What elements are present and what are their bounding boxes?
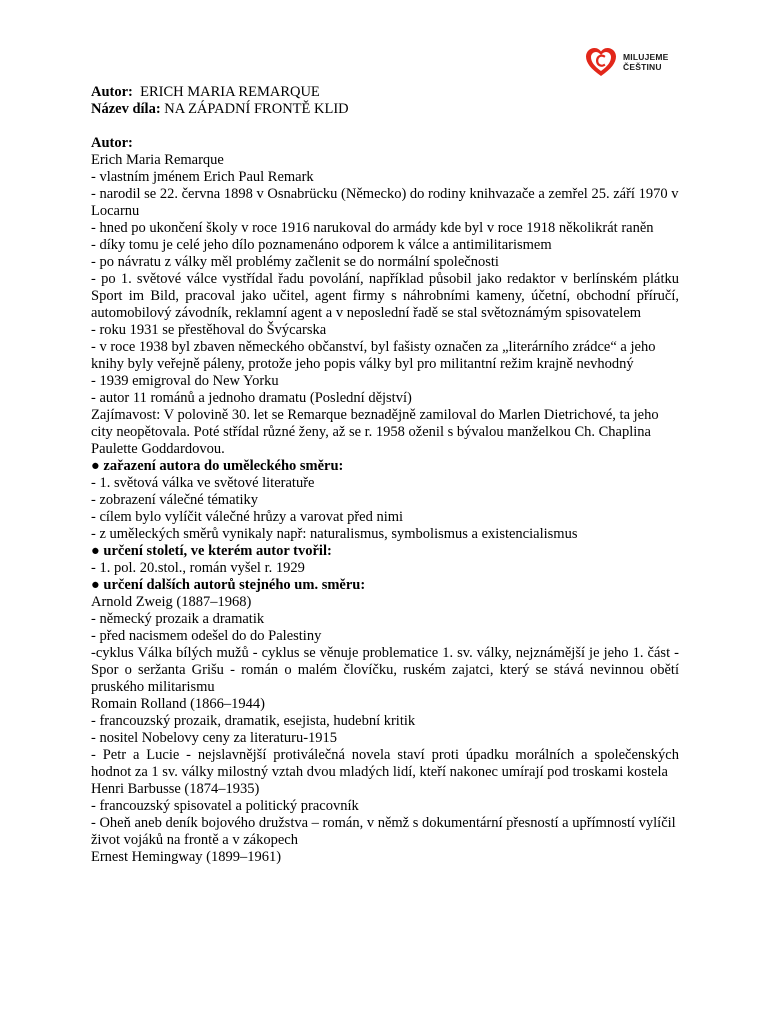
author-fact: - v roce 1938 byl zbaven německého občanství, byl fašisty označen za „literárního zrádce“ a jeho knihy byly veřejně páleny, protože jeho popis války byl pro militantní režim krajně nevhodný bbox=[91, 339, 656, 372]
author-trivia: Zajímavost: V polovině 30. let se Remarque beznadějně zamiloval do Marlen Dietrichové, ta jeho city neopětovala. Poté střídal různé ženy, až se r. 1958 oženil s bývalou manželkou Ch. Chaplina Paulette Goddardovou. bbox=[91, 407, 659, 457]
author-name: Erich Maria Remarque bbox=[91, 152, 224, 168]
author-heading: Autor: bbox=[91, 135, 133, 151]
list-item: - francouzský prozaik, dramatik, esejista, hudební kritik bbox=[91, 713, 416, 729]
list-item: - německý prozaik a dramatik bbox=[91, 611, 265, 627]
list-item: - před nacismem odešel do do Palestiny bbox=[91, 628, 322, 644]
logo-text-line1: MILUJEME bbox=[623, 52, 669, 62]
list-item: - 1. světová válka ve světové literatuře bbox=[91, 475, 315, 491]
author-fact: - díky tomu je celé jeho dílo poznamenáno odporem k válce a antimilitarismem bbox=[91, 237, 552, 253]
related-author-name: Henri Barbusse (1874–1935) bbox=[91, 781, 260, 797]
related-author-name: Arnold Zweig (1887–1968) bbox=[91, 594, 252, 610]
author-fact: - po návratu z války měl problémy začlenit se do normální společnosti bbox=[91, 254, 499, 270]
logo-text-line2: ČEŠTINU bbox=[623, 62, 662, 72]
author-fact: - narodil se 22. června 1898 v Osnabrücku (Německo) do rodiny knihvazače a zemřel 25. září 1970 v Locarnu bbox=[91, 186, 679, 219]
list-item: - 1. pol. 20.stol., román vyšel r. 1929 bbox=[91, 560, 305, 576]
list-item: - nositel Nobelovy ceny za literaturu-1915 bbox=[91, 730, 338, 746]
list-item: -cyklus Válka bílých mužů - cyklus se věnuje problematice 1. sv. války, nejznámější je jeho 1. část - Spor o seržanta Grišu - román o malém človíčku, ruském zajatci, který se stává nevinnou obětí pruského militarismu bbox=[91, 645, 679, 695]
author-fact: - roku 1931 se přestěhoval do Švýcarska bbox=[91, 322, 327, 338]
author-fact: - po 1. světové válce vystřídal řadu povolání, například působil jako redaktor v berlínském plátku Sport im Bild, pracoval jako učitel, agent firmy s náhrobními kameny, účetní, obchodní příručí, automobilový závodník, reklamní agent a v neposlední řadě se stal světoznámým spisovatelem bbox=[91, 271, 679, 321]
author-fact: - hned po ukončení školy v roce 1916 narukoval do armády kde byl v roce 1918 několikrát raněn bbox=[91, 220, 654, 236]
list-item: - Oheň aneb deník bojového družstva – román, v němž s dokumentární přesností a upřímností vylíčil život vojáků na frontě a v zákopech bbox=[91, 815, 676, 848]
title-value: NA ZÁPADNÍ FRONTĚ KLID bbox=[164, 101, 349, 117]
list-item: - z uměleckých směrů vynikaly např: naturalismus, symbolismus a existencialismus bbox=[91, 526, 578, 542]
logo bbox=[583, 44, 669, 80]
author-fact: - vlastním jménem Erich Paul Remark bbox=[91, 169, 314, 185]
heart-logo-icon bbox=[583, 44, 619, 80]
header-title bbox=[91, 101, 679, 118]
author-fact: - 1939 emigroval do New Yorku bbox=[91, 373, 279, 389]
list-item: - zobrazení válečné tématiky bbox=[91, 492, 259, 508]
section-heading: ● zařazení autora do uměleckého směru: bbox=[91, 458, 344, 474]
document-body bbox=[91, 84, 679, 866]
related-author-name: Romain Rolland (1866–1944) bbox=[91, 696, 265, 712]
author-value: ERICH MARIA REMARQUE bbox=[140, 84, 320, 100]
header-author bbox=[91, 84, 679, 101]
list-item: - francouzský spisovatel a politický pracovník bbox=[91, 798, 359, 814]
section-heading: ● určení století, ve kterém autor tvořil: bbox=[91, 543, 332, 559]
author-fact: - autor 11 románů a jednoho dramatu (Poslední dějství) bbox=[91, 390, 412, 406]
list-item: - cílem bylo vylíčit válečné hrůzy a varovat před nimi bbox=[91, 509, 404, 525]
section-heading: ● určení dalších autorů stejného um. směru: bbox=[91, 577, 366, 593]
related-author-name: Ernest Hemingway (1899–1961) bbox=[91, 849, 282, 865]
author-label: Autor: bbox=[91, 84, 133, 100]
title-label: Název díla: bbox=[91, 101, 161, 117]
list-item: - Petr a Lucie - nejslavnější protiválečná novela staví proti úpadku morálních a společenských hodnot za 1 sv. války milostný vztah dvou mladých lidí, kteří nakonec umírají pod troskami kostela bbox=[91, 747, 679, 780]
